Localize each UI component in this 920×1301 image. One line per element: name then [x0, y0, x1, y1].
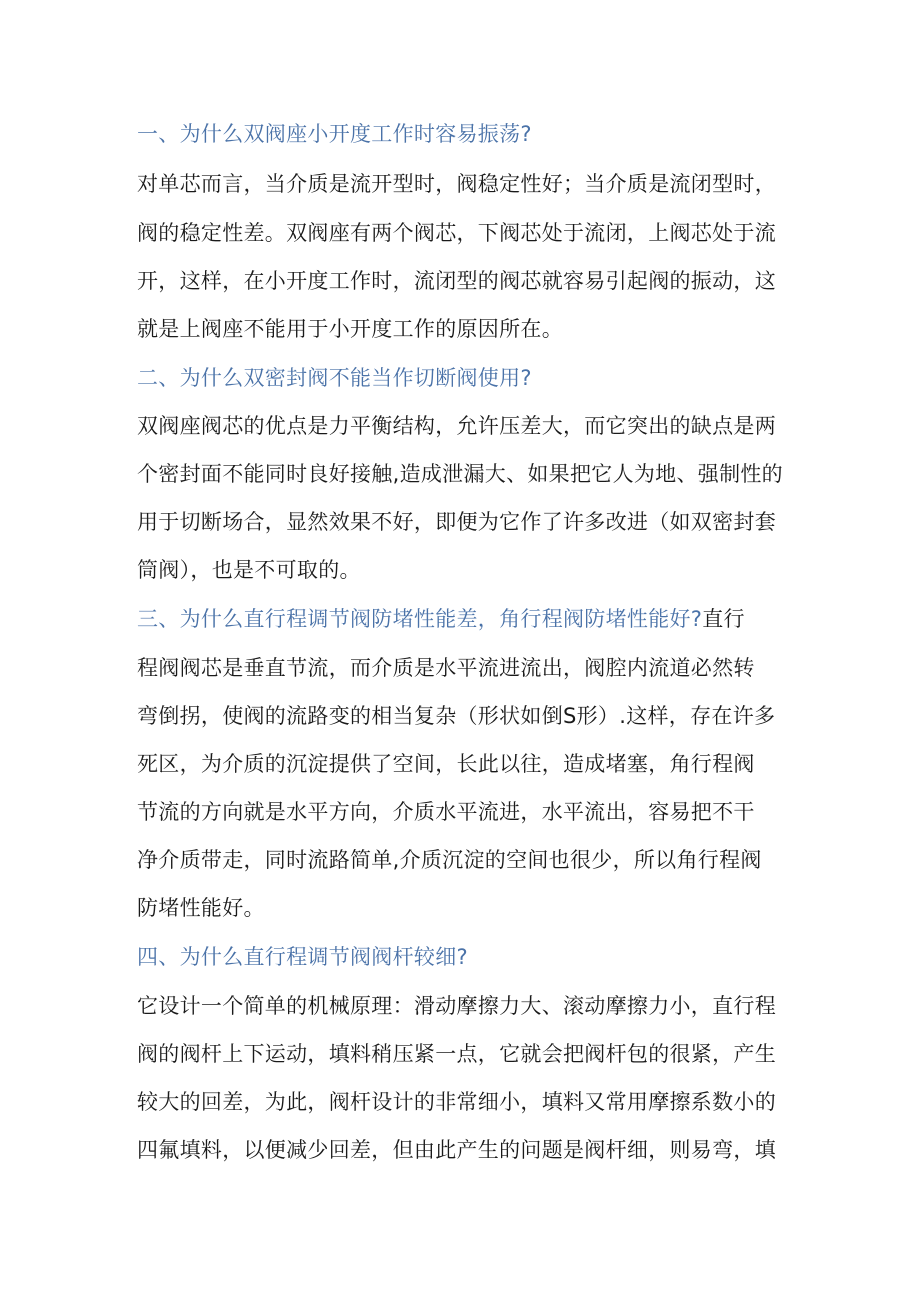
- section-2-heading: 二、为什么双密封阀不能当作切断阀使用?: [137, 366, 532, 390]
- section-3-heading-line: [137, 605, 745, 633]
- section-4-line-1: 它设计一个简单的机械原理：滑动摩擦力大、滚动摩擦力小，直行程: [137, 994, 776, 1018]
- section-3-line-5: 净介质带走，同时流路简单,介质沉淀的空间也很少，所以角行程阀: [137, 848, 762, 872]
- section-4-line-3: 较大的回差，为此，阀杆设计的非常细小，填料又常用摩擦系数小的: [137, 1090, 776, 1114]
- section-1-line-3: 开，这样，在小开度工作时，流闭型的阀芯就容易引起阀的振动，这: [137, 269, 776, 293]
- section-2-line-4: 筒阀），也是不可取的。: [137, 558, 361, 582]
- section-3-line-6: 防堵性能好。: [137, 896, 265, 920]
- section-2-line-1: 双阀座阀芯的优点是力平衡结构，允许压差大，而它突出的缺点是两: [137, 414, 776, 438]
- section-3-line-4: 节流的方向就是水平方向，介质水平流进，水平流出，容易把不干: [137, 800, 755, 824]
- section-3-line-3: 死区，为介质的沉淀提供了空间，长此以往，造成堵塞，角行程阀: [137, 752, 755, 776]
- section-1-line-2: 阀的稳定性差。双阀座有两个阀芯，下阀芯处于流闭，上阀芯处于流: [137, 221, 776, 245]
- section-1-heading: 一、为什么双阀座小开度工作时容易振荡?: [137, 122, 532, 146]
- section-3-line-2: 弯倒拐，使阀的流路变的相当复杂（形状如倒S形）.这样，存在许多: [137, 704, 776, 728]
- section-2-line-3: 用于切断场合，显然效果不好，即便为它作了许多改进（如双密封套: [137, 510, 776, 534]
- section-3-line-1: 程阀阀芯是垂直节流，而介质是水平流进流出，阀腔内流道必然转: [137, 656, 755, 680]
- section-2-line-2: 个密封面不能同时良好接触,造成泄漏大、如果把它人为地、强制性的: [137, 462, 783, 486]
- section-3-heading: 三、为什么直行程调节阀防堵性能差，角行程阀防堵性能好?: [137, 607, 703, 631]
- section-4-line-2: 阀的阀杆上下运动，填料稍压紧一点，它就会把阀杆包的很紧，产生: [137, 1042, 776, 1066]
- section-3-heading-tail: 直行: [702, 607, 745, 631]
- section-4-line-4: 四氟填料，以便减少回差，但由此产生的问题是阀杆细，则易弯，填: [137, 1138, 776, 1162]
- section-1-line-1: 对单芯而言，当介质是流开型时，阀稳定性好；当介质是流闭型时，: [137, 172, 776, 196]
- section-4-heading: 四、为什么直行程调节阀阀杆较细?: [137, 945, 468, 969]
- section-1-line-4: 就是上阀座不能用于小开度工作的原因所在。: [137, 317, 563, 341]
